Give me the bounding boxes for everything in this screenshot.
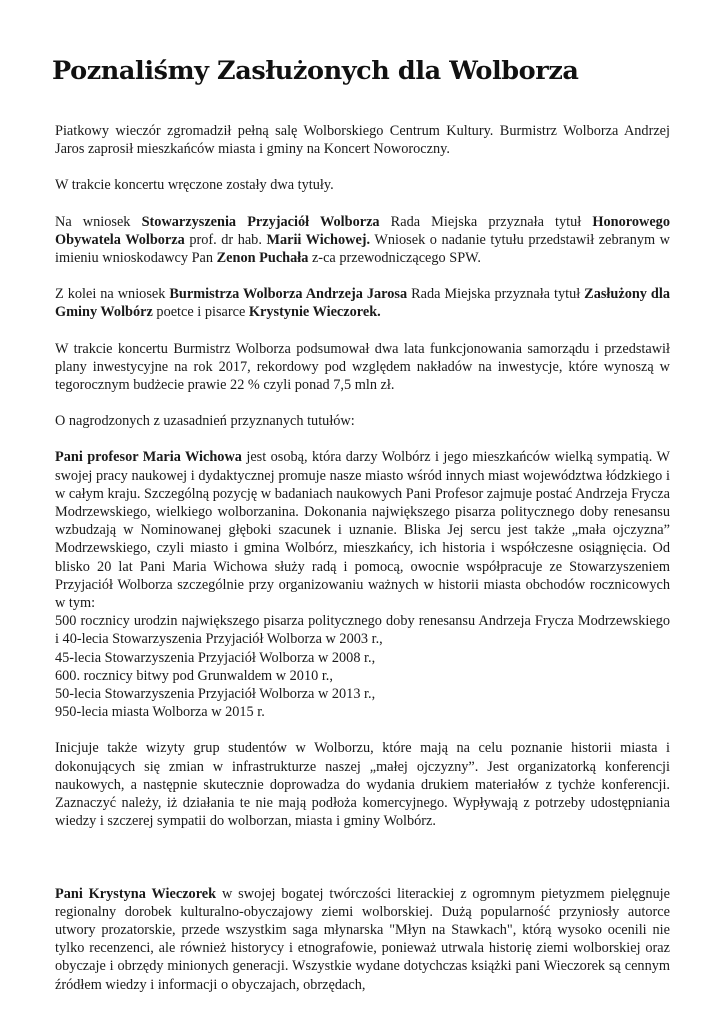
bold-pani-profesor: Pani profesor Maria Wichowa <box>55 449 242 466</box>
list-item: 950-lecia miasta Wolborza w 2015 r. <box>55 704 265 721</box>
paragraph-wieczorek: Pani Krystyna Wieczorek w swojej bogatej twórczości literackiej z ogromnym pietyzmem pielęgnuje regionalny dorobek kulturalno-obyczajowy ziemi wolborskiej. Dużą popularność przyniosły autorce utwory prozatorskie, przede wszystkim saga młynarska "Młyn na Stawkach", którą wysoko ocenili nie tylko recenzenci, ale również historycy i etnografowie, ponieważ utrwala historię ziemi wolborskiej oraz obyczaje i obrzędy minionych generacji. Wszystkie wydane dotychczas książki pani Wieczorek są cennym źródłem wiedzy i informacji o obyczajach, obrzędach, <box>55 885 671 993</box>
bold-mayor: Burmistrza Wolborza Andrzeja Jarosa <box>169 286 408 303</box>
article-body <box>55 122 670 1012</box>
paragraph-summary: W trakcie koncertu Burmistrz Wolborza podsumował dwa lata funkcjonowania samorządu i przedstawił plany inwestycyjne na rok 2017, rekordowy pod względem nakładów na inwestycje, które wynoszą w tegorocznym budżecie prawie 22 % czyli ponad 7,5 mln zł. <box>55 340 670 394</box>
page-title: Poznaliśmy Zasłużonych dla Wolborza <box>52 56 579 86</box>
bold-association: Stowarzyszenia Przyjaciół Wolborza <box>141 213 380 230</box>
list-item: 50-lecia Stowarzyszenia Przyjaciół Wolborza w 2013 r., <box>55 686 376 703</box>
bold-pani-krystyna: Pani Krystyna Wieczorek <box>55 885 217 902</box>
list-item: 45-lecia Stowarzyszenia Przyjaciół Wolborza w 2008 r., <box>55 649 376 666</box>
paragraph-student-visits: Inicjuje także wizyty grup studentów w Wolborzu, które mają na celu poznanie historii miasta i dokonujących się zmian w infrastrukturze naszej „małej ojczyzny”. Jest organizatorką konferencji naukowych, a następnie skutecznie doprowadza do wydania drukiem materiałów z tychże konferencji. Zaznaczyć należy, iż działania te nie mają podłoża komercyjnego. Wypływają z potrzeby udostępniania wiedzy i szczerej sympatii do wolborzan, miasta i gminy Wolbórz. <box>55 740 670 830</box>
paragraph-honorary-citizen: Na wniosek Stowarzyszenia Przyjaciół Wolborza Rada Miejska przyznała tytuł Honorowego Obywatela Wolborza prof. dr hab. Marii Wichowej. Wniosek o nadanie tytułu przedstawił zebranym w imieniu wnioskodawcy Pan Zenon Puchała z-ca przewodniczącego SPW. <box>55 213 670 267</box>
paragraph-laureates-heading: O nagrodzonych z uzasadnień przyznanych tutułów: <box>55 413 355 430</box>
bold-merit-title: Zasłużony dla Gminy Wolbórz <box>55 286 670 321</box>
list-item: 600. rocznicy bitwy pod Grunwaldem w 2010 r., <box>55 667 333 684</box>
bold-honorary-title: Honorowego Obywatela Wolborza <box>55 213 670 248</box>
bold-maria-wichowa: Marii Wichowej. <box>266 231 371 248</box>
anniversary-list <box>55 612 670 721</box>
paragraph-merit-title: Z kolei na wniosek Burmistrza Wolborza Andrzeja Jarosa Rada Miejska przyznała tytuł Zasłużony dla Gminy Wolbórz poetce i pisarce Krystynie Wieczorek. <box>55 286 670 321</box>
list-item: 500 rocznicy urodzin największego pisarza politycznego doby renesansu Andrzeja Frycza Modrzewskiego i 40-lecia Stowarzyszenia Przyjaciół Wolborza w 2003 r., <box>55 613 670 648</box>
bold-krystyna-wieczorek: Krystynie Wieczorek. <box>248 304 381 321</box>
bold-zenon-puchala: Zenon Puchała <box>216 250 309 267</box>
paragraph-wichowa: Pani profesor Maria Wichowa jest osobą, która darzy Wolbórz i jego mieszkańców wielką sympatią. W swojej pracy naukowej i dydaktycznej promuje nasze miasto wśród innych miast województwa łódzkiego i w całym kraju. Szczególną pozycję w badaniach naukowych Pani Profesor zajmuje postać Andrzeja Frycza Modrzewskiego, wielkiego wolborzanina. Dokonania największego pisarza politycznego doby renesansu wzbudzają w Nominowanej głęboki szacunek i uznanie. Bliska Jej sercu jest także „mała ojczyzna” Modrzewskiego, czyli miasto i gmina Wolbórz, mieszkańcy, ich historia i współczesne osiągnięcia. Od blisko 20 lat Pani Maria Wichowa służy radą i pomocą, owocnie współpracuje ze Stowarzyszeniem Przyjaciół Wolborza szczególnie przy organizowaniu ważnych w historii miasta obchodów rocznicowych w tym: <box>55 449 670 612</box>
paragraph-intro: Piatkowy wieczór zgromadził pełną salę Wolborskiego Centrum Kultury. Burmistrz Wolborza Andrzej Jaros zaprosił mieszkańców miasta i gminy na Koncert Noworoczny. <box>55 123 670 158</box>
paragraph-titles: W trakcie koncertu wręczone zostały dwa tytuły. <box>55 177 334 194</box>
